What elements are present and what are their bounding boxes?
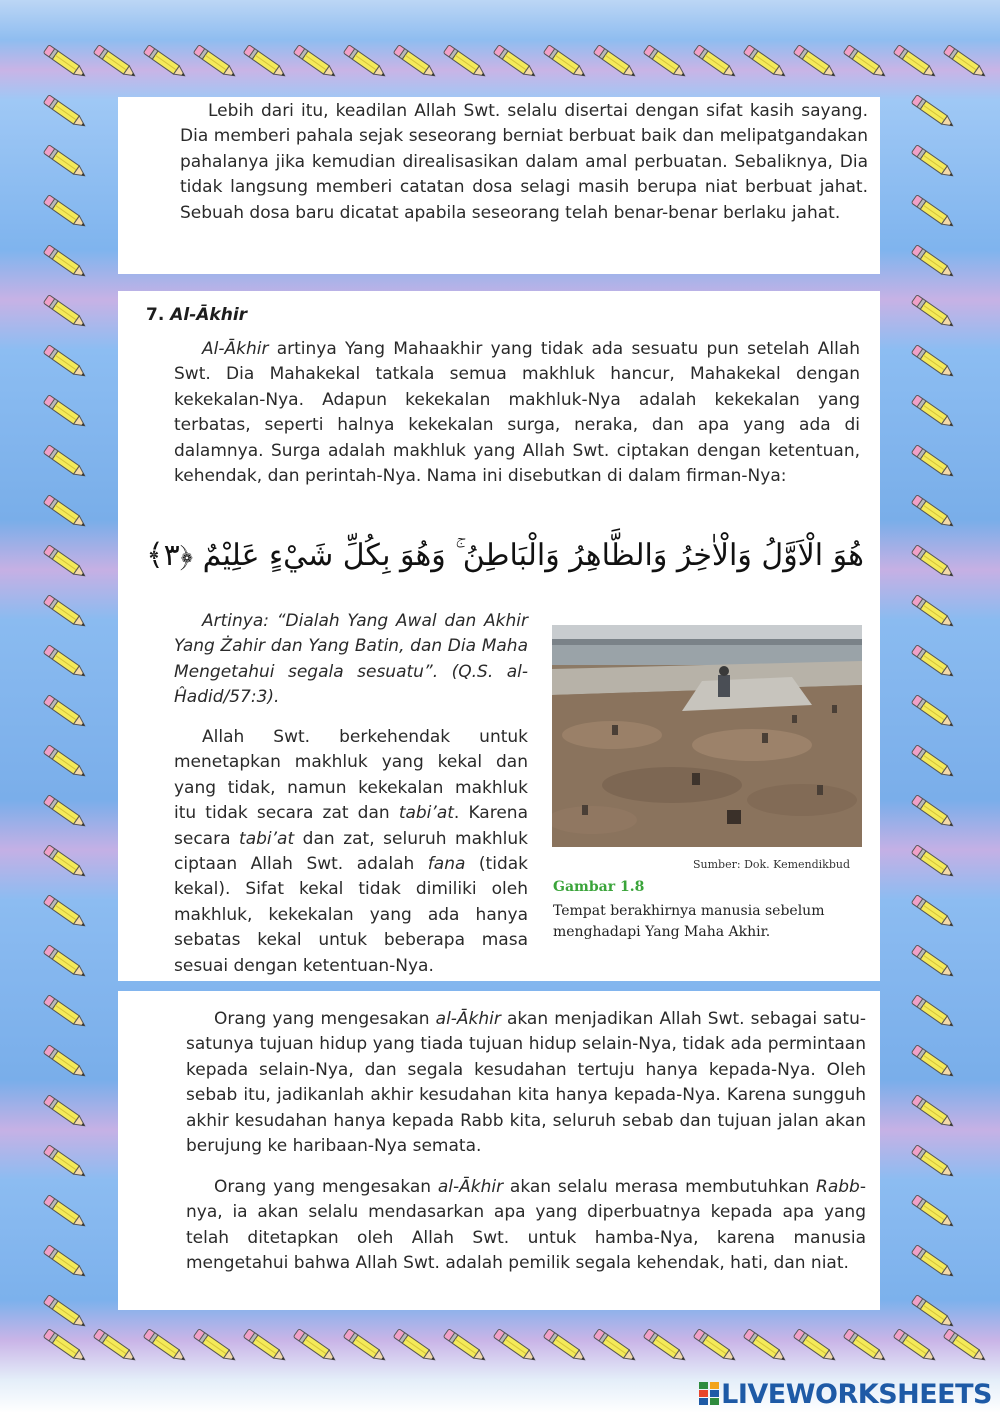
liveworksheets-mark-icon <box>699 1382 719 1406</box>
text-block-2 <box>118 291 880 981</box>
pencil-icon <box>238 1326 292 1366</box>
pencil-icon <box>788 42 842 82</box>
pencil-icon <box>38 1042 92 1082</box>
liveworksheets-wordmark: LIVEWORKSHEETS <box>721 1378 992 1410</box>
para2-text-e: dan zat, seluruh makhluk ciptaan Allah Swt. adalah <box>174 828 528 875</box>
translation-text: Artinya: “Dialah Yang Awal dan Akhir Yang Żahir dan Yang Batin, dan Dia Maha Mengetahui segala sesuatu”. (Q.S. al-Ĥadid/57:3). <box>174 611 528 708</box>
pencil-icon <box>38 1142 92 1182</box>
pencil-icon <box>906 1292 960 1332</box>
pencil-icon <box>388 42 442 82</box>
pencil-icon <box>906 942 960 982</box>
pencil-icon <box>906 1092 960 1132</box>
pencil-icon <box>38 492 92 532</box>
p2-text-c: akan selalu merasa membutuhkan <box>503 1177 817 1197</box>
pencil-icon <box>738 42 792 82</box>
pencil-icon <box>906 242 960 282</box>
intro-paragraph <box>174 337 860 489</box>
pencil-icon <box>906 542 960 582</box>
pencil-icon <box>188 42 242 82</box>
para2-term-tabiat: tabi’at <box>398 803 454 824</box>
pencil-icon <box>38 842 92 882</box>
p2-text-e: -nya, ia akan selalu mendasarkan apa yang diperbuatnya kepada apa yang telah ditetapkan oleh Allah Swt. untuk hamba-Nya, karena manusia mengetahui bahwa Allah Swt. adalah pemilik segala kehendak, hati, dan niat. <box>186 1177 866 1274</box>
pencil-icon <box>538 42 592 82</box>
pencil-icon <box>38 342 92 382</box>
pencil-icon <box>906 292 960 332</box>
pencil-icon <box>38 1326 92 1366</box>
pencil-icon <box>38 442 92 482</box>
pencil-icon <box>906 492 960 532</box>
pencil-icon <box>638 42 692 82</box>
pencil-icon <box>738 1326 792 1366</box>
pencil-icon <box>488 42 542 82</box>
pencil-icon <box>38 692 92 732</box>
pencil-icon <box>938 42 992 82</box>
pencil-icon <box>638 1326 692 1366</box>
heading-number: 7. <box>146 305 165 325</box>
pencil-icon <box>188 1326 242 1366</box>
pencil-icon <box>338 1326 392 1366</box>
para2-text-g: (tidak kekal). Sifat kekal tidak dimiliki oleh makhluk, kekekalan yang ada hanya sebatas kekal untuk beberapa masa sesuai dengan ketentuan-Nya. <box>174 854 528 976</box>
pencil-icon <box>38 1192 92 1232</box>
p2-term-rabb: Rabb <box>816 1177 860 1197</box>
p1-text-c: akan menjadikan Allah Swt. sebagai satu-satunya tujuan hidup yang tiada tujuan hidup selain-Nya, tidak ada permintaan kepada selain-Nya, dan segala kesudahan tertuju hanya kepada-Nya. Oleh sebab itu, jadikanlah akhir kesudahan kita hanya kepada-Nya. Karena sungguh akhir kesudahan hanya kepada Rabb kita, seluruh sebab dan tujuan jalan akan berujung ke haribaan-Nya semata. <box>186 1009 866 1157</box>
para2-term-fana: fana <box>427 854 466 875</box>
para2-text-c: . Karena secara <box>174 803 528 849</box>
pencil-icon <box>38 542 92 582</box>
pencil-icon <box>838 42 892 82</box>
intro-rest: artinya Yang Mahaakhir yang tidak ada sesuatu pun setelah Allah Swt. Dia Mahakekal tatkala semua makhluk hancur, Mahakekal dengan kekekalan-Nya. Adapun kekekalan makhluk-Nya adalah kekekalan yang terbatas, seperti halnya kekekalan surga, neraka, dan apa yang ada di dalamnya. Surga adalah makhluk yang Allah Swt. ciptakan dengan ketentuan, kehendak, dan perintah-Nya. Nama ini disebutkan di dalam firman-Nya: <box>174 339 860 487</box>
para2-term-tabiat-2: tabi’at <box>239 828 295 849</box>
figure-caption: Tempat berakhirnya manusia sebelum menghadapi Yang Maha Akhir. <box>553 903 825 940</box>
heading-title: Al-Ākhir <box>170 305 248 325</box>
pencil-icon <box>288 42 342 82</box>
text-block-3 <box>118 991 880 1310</box>
pencil-icon <box>588 42 642 82</box>
pencil-icon <box>38 992 92 1032</box>
paragraph-dependence <box>186 1175 866 1277</box>
pencil-icon <box>888 42 942 82</box>
pencil-icon <box>906 842 960 882</box>
pencil-icon <box>38 292 92 332</box>
pencil-icon <box>38 242 92 282</box>
pencil-icon <box>906 792 960 832</box>
pencil-icon <box>388 1326 442 1366</box>
liveworksheets-logo <box>699 1379 992 1409</box>
pencil-icon <box>38 1292 92 1332</box>
para2-text-a: Allah Swt. berkehendak untuk menetapkan makhluk yang kekal dan yang tidak, namun kekekalan makhluk itu tidak secara zat dan <box>174 727 528 824</box>
pencil-icon <box>906 1192 960 1232</box>
pencil-icon <box>138 1326 192 1366</box>
pencil-icon <box>38 792 92 832</box>
pencil-icon <box>38 942 92 982</box>
pencil-icon <box>38 892 92 932</box>
pencil-icon <box>38 142 92 182</box>
p1-text-a: Orang yang mengesakan <box>214 1009 436 1029</box>
pencil-icon <box>906 442 960 482</box>
p2-term-alakhir: al-Ākhir <box>437 1177 504 1197</box>
pencil-icon <box>138 42 192 82</box>
pencil-icon <box>438 1326 492 1366</box>
paragraph-purpose <box>186 1007 866 1159</box>
pencil-icon <box>906 142 960 182</box>
pencil-icon <box>38 92 92 132</box>
pencil-icon <box>888 1326 942 1366</box>
arabic-verse: هُوَ الْاَوَّلُ وَالْاٰخِرُ وَالظَّاهِرُ وَالْبَاطِنُ ۚ وَهُوَ بِكُلِّ شَيْءٍ عَلِيْمٌ ﴿٣﴾ <box>146 538 864 573</box>
pencil-icon <box>538 1326 592 1366</box>
pencil-icon <box>906 392 960 432</box>
pencil-icon <box>38 592 92 632</box>
pencil-icon <box>906 692 960 732</box>
paragraph-justice: Lebih dari itu, keadilan Allah Swt. selalu disertai dengan sifat kasih sayang. Dia memberi pahala sejak seseorang berniat berbuat baik dan melipatgandakan pahalanya jika kemudian direalisasikan dalam amal perbuatan. Sebaliknya, Dia tidak langsung memberi catatan dosa selagi masih berupa niat berbuat jahat. Sebuah dosa baru dicatat apabila seseorang telah benar-benar berlaku jahat. <box>180 101 868 223</box>
pencil-icon <box>238 42 292 82</box>
pencil-icon <box>88 1326 142 1366</box>
figure-label: Gambar 1.8 <box>553 879 645 895</box>
pencil-icon <box>38 1092 92 1132</box>
pencil-icon <box>688 1326 742 1366</box>
section-heading <box>146 305 247 325</box>
pencil-icon <box>88 42 142 82</box>
text-block-1 <box>118 97 880 274</box>
figure-source: Sumber: Dok. Kemendikbud <box>693 858 851 871</box>
cemetery-photo <box>552 625 862 847</box>
pencil-icon <box>438 42 492 82</box>
pencil-icon <box>38 192 92 232</box>
pencil-icon <box>938 1326 992 1366</box>
pencil-icon <box>906 92 960 132</box>
intro-term: Al-Ākhir <box>202 339 269 359</box>
pencil-icon <box>688 42 742 82</box>
pencil-icon <box>838 1326 892 1366</box>
pencil-icon <box>906 592 960 632</box>
pencil-icon <box>906 342 960 382</box>
pencil-icon <box>906 192 960 232</box>
pencil-icon <box>906 992 960 1032</box>
paragraph-eternity <box>174 725 528 979</box>
p1-term-alakhir: al-Ākhir <box>435 1009 501 1029</box>
pencil-icon <box>338 42 392 82</box>
pencil-icon <box>488 1326 542 1366</box>
pencil-icon <box>38 42 92 82</box>
pencil-icon <box>588 1326 642 1366</box>
pencil-icon <box>906 642 960 682</box>
pencil-icon <box>906 742 960 782</box>
pencil-icon <box>38 742 92 782</box>
pencil-icon <box>38 392 92 432</box>
pencil-icon <box>38 642 92 682</box>
pencil-icon <box>906 1242 960 1282</box>
pencil-icon <box>38 1242 92 1282</box>
pencil-icon <box>788 1326 842 1366</box>
pencil-icon <box>906 1142 960 1182</box>
p2-text-a: Orang yang mengesakan <box>214 1177 438 1197</box>
pencil-icon <box>288 1326 342 1366</box>
pencil-icon <box>906 1042 960 1082</box>
pencil-icon <box>906 892 960 932</box>
